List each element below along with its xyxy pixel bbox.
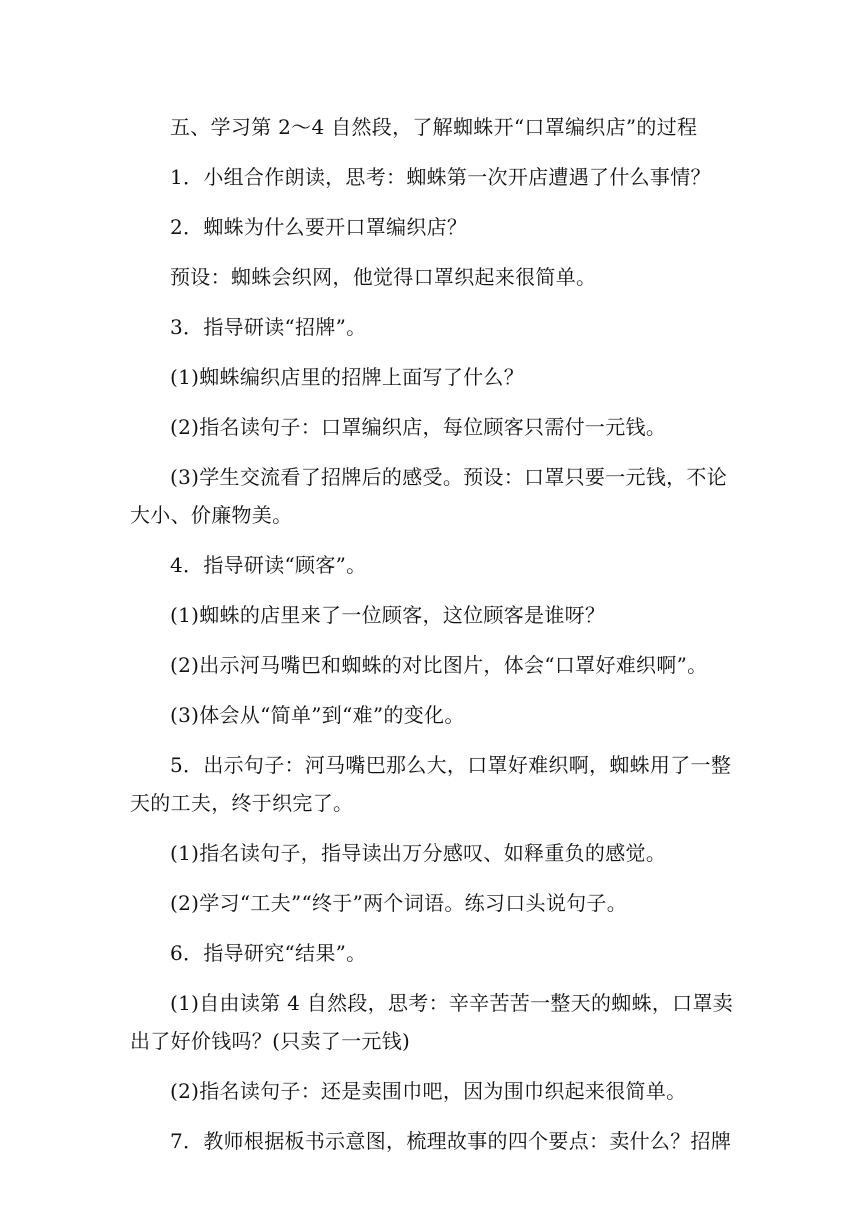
paragraph: 7．教师根据板书示意图，梳理故事的四个要点：卖什么？招牌 <box>170 1129 732 1153</box>
paragraph: (2)指名读句子：还是卖围巾吧，因为围巾织起来很简单。 <box>170 1079 687 1103</box>
paragraph: (1)蜘蛛的店里来了一位顾客，这位顾客是谁呀？ <box>170 603 606 627</box>
paragraph: (3)学生交流看了招牌后的感受。预设：口罩只要一元钱，不论大小、价廉物美。 <box>130 465 728 527</box>
section-heading: 五、学习第 2～4 自然段，了解蜘蛛开“口罩编织店”的过程 <box>170 115 698 139</box>
paragraph: (2)指名读句子：口罩编织店，每位顾客只需付一元钱。 <box>170 415 667 439</box>
paragraph: (1)自由读第 4 自然段，思考：辛辛苦苦一整天的蜘蛛，口罩卖出了好价钱吗？(只卖了一元钱) <box>130 991 734 1053</box>
document-body <box>130 108 734 1172</box>
paragraph: 预设：蜘蛛会织网，他觉得口罩织起来很简单。 <box>170 265 597 289</box>
paragraph: 6．指导研究“结果”。 <box>170 941 367 965</box>
paragraph: (2)学习“工夫”“终于”两个词语。练习口头说句子。 <box>170 891 628 915</box>
paragraph: 1．小组合作朗读，思考：蜘蛛第一次开店遭遇了什么事情？ <box>170 165 711 189</box>
paragraph: (1)蜘蛛编织店里的招牌上面写了什么？ <box>170 365 525 389</box>
paragraph: 4．指导研读“顾客”。 <box>170 553 367 577</box>
paragraph: (1)指名读句子，指导读出万分感叹、如释重负的感觉。 <box>170 841 667 865</box>
paragraph: 5．出示句子：河马嘴巴那么大，口罩好难织啊，蜘蛛用了一整天的工夫，终于织完了。 <box>130 753 732 815</box>
paragraph: 2．蜘蛛为什么要开口罩编织店？ <box>170 215 468 239</box>
paragraph: 3．指导研读“招牌”。 <box>170 315 367 339</box>
paragraph: (3)体会从“简单”到“难”的变化。 <box>170 703 465 727</box>
paragraph: (2)出示河马嘴巴和蜘蛛的对比图片，体会“口罩好难织啊”。 <box>170 653 708 677</box>
